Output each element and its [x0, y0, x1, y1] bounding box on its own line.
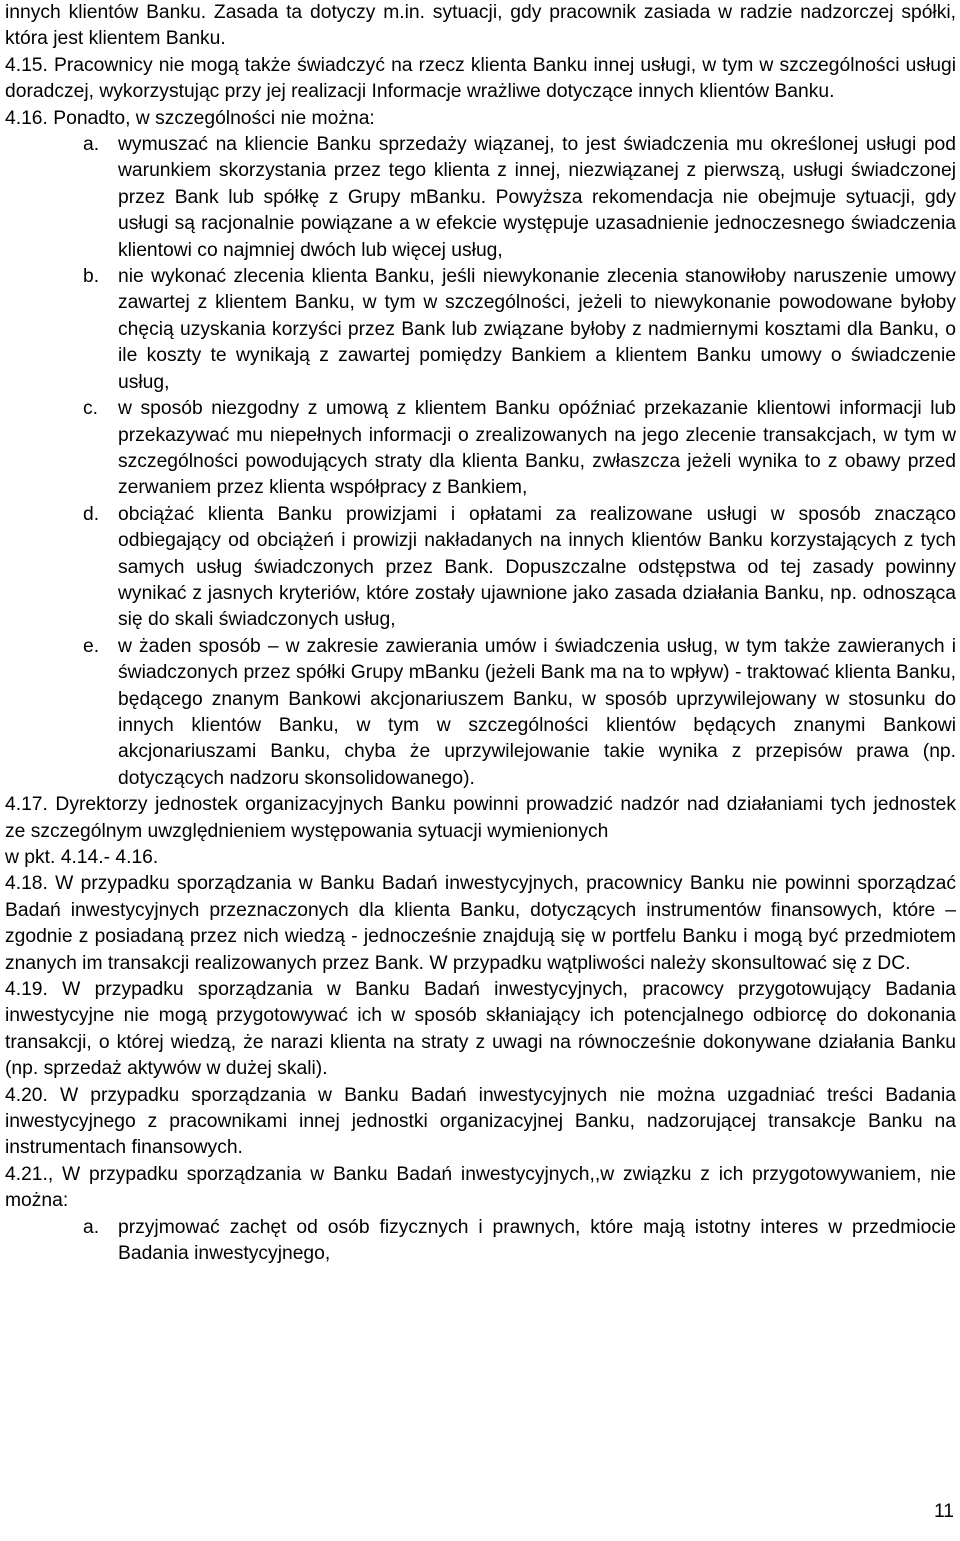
- paragraph-4-16: 4.16. Ponadto, w szczególności nie można:: [5, 107, 375, 129]
- paragraph-4-15: 4.15. Pracownicy nie mogą także świadczyć na rzecz klienta Banku innej usługi, w tym w szczególności usługi doradczej, wykorzystując przy jej realizacji Informacje wrażliwe dotyczące innych klientów Banku.: [5, 54, 956, 103]
- list-text-part2: gdy usługi są racjonalnie powiązane a w efekcie występuje uzasadnienie jednoczesnego świadczenia klientowi co najmniej dwóch lub więcej usług,: [118, 186, 956, 261]
- list-item-4-16-c: [5, 396, 956, 502]
- paragraph-continuation: innych klientów Banku. Zasada ta dotyczy m.in. sytuacji, gdy pracownik zasiada w radzie nadzorczej spółki, która jest klientem Banku.: [5, 2, 956, 50]
- list-text-part1: wymuszać na kliencie Banku sprzedaży wiązanej, to jest świadczenia mu określonej usługi pod warunkiem skorzystania przez tego klienta z innej, niezwiązanej z pierwszą, usługi świadczonej przez Bank lub spółkę z Grupy mBanku. Powyższa rekomendacja nie obejmuje sytuacji: [118, 134, 956, 208]
- list-text: przyjmować zachęt od osób fizycznych i prawnych, które mają istotny interes w przedmiocie Badania inwestycyjnego,: [118, 1216, 956, 1265]
- list-letter: e.: [83, 635, 100, 657]
- list-item-4-16-d: [5, 502, 956, 634]
- list-letter: a.: [83, 1216, 100, 1238]
- list-text: nie wykonać zlecenia klienta Banku, jeśli niewykonanie zlecenia stanowiłoby naruszenie umowy zawartej z klientem Banku, w tym w szczególności, jeżeli to niewykonanie powodowane byłoby chęcią uzyskania korzyści przez Bank lub związane byłoby z nadmiernymi kosztami dla Banku, o ile koszty te wynikają z zawartej pomiędzy Bankiem a klientem Banku umowy o świadczenie usług,: [118, 266, 956, 393]
- paragraph-4-21: 4.21., W przypadku sporządzania w Banku Badań inwestycyjnych,,w związku z ich przygotowywaniem, nie można:: [5, 1163, 956, 1212]
- paragraph-4-17-ref: w pkt. 4.14.- 4.16.: [5, 847, 159, 868]
- page-number: 11: [933, 1501, 954, 1522]
- list-text: w żaden sposób – w zakresie zawierania umów i świadczenia usług, w tym także zawieranych i świadczonych przez spółki Grupy mBanku (jeżeli Bank ma na to wpływ) - traktować klienta Banku, będącego znanym Bankowi akcjonariuszem Banku, w sposób uprzywilejowany w stosunku do innych klientów Banku, w tym w szczególności klientów będących znanymi Bankowi akcjonariuszami Banku, chyba że uprzywilejowanie takie wynika z przepisów prawa (np. dotyczących nadzoru skonsolidowanego).: [118, 635, 956, 789]
- list-text: obciążać klienta Banku prowizjami i opłatami za realizowane usługi w sposób znacząco odbiegający od obciążeń i prowizji nakładanych na innych klientów Banku korzystających z tych samych usług świadczonych przez Bank. Dopuszczalne odstępstwa od tej zasady powinny wynikać z jasnych kryteriów, które zostały ujawnione jako zasada działania Banku, np. odnosząca się do skali świadczonych usług,: [118, 503, 956, 631]
- tracked-change-marker: ,: [910, 186, 916, 208]
- list-letter: a.: [83, 134, 100, 156]
- paragraph-4-20: 4.20. W przypadku sporządzania w Banku Badań inwestycyjnych nie można uzgadniać treści Badania inwestycyjnego z pracownikami innej jednostki organizacyjnej Banku, nadzorującej transakcje Banku na instrumentach finansowych.: [5, 1084, 956, 1159]
- paragraph-4-17: 4.17. Dyrektorzy jednostek organizacyjnych Banku powinni prowadzić nadzór nad działaniami tych jednostek ze szczególnym uwzględnieniem występowania sytuacji wymienionych: [5, 794, 956, 842]
- list-item-4-16-b: [5, 264, 956, 396]
- list-item-4-16-a: [5, 132, 956, 264]
- paragraph-4-18: 4.18. W przypadku sporządzania w Banku Badań inwestycyjnych, pracownicy Banku nie powinni sporządzać Badań inwestycyjnych przeznaczonych dla klienta Banku, dotyczących instrumentów finansowych, które – zgodnie z posiadaną przez nich wiedzą - jednocześnie znajdują się w portfelu Banku i mogą być przedmiotem znanych im transakcji realizowanych przez Bank. W przypadku wątpliwości należy skonsultować się z DC.: [5, 873, 956, 974]
- list-letter: b.: [83, 266, 100, 288]
- list-item-4-21-a: [5, 1215, 956, 1268]
- list-letter: c.: [83, 398, 98, 420]
- document-page: [5, 0, 956, 1268]
- paragraph-4-19: 4.19. W przypadku sporządzania w Banku Badań inwestycyjnych, pracowcy przygotowujący Badania inwestycyjne nie mogą przygotowywać ich w sposób skłaniający ich potencjalnego odbiorcę do dokonania transakcji, o której wiedzą, że narazi klienta na straty z uwagi na równocześnie dokonywane działania Banku (np. sprzedaż aktywów w dużej skali).: [5, 979, 956, 1080]
- list-item-4-16-e: [5, 634, 956, 792]
- list-text: w sposób niezgodny z umową z klientem Banku opóźniać przekazanie klientowi informacji lub przekazywać mu niepełnych informacji o zrealizowanych na jego zlecenie transakcjach, w tym w szczególności powodujących straty dla klienta Banku, zwłaszcza jeżeli wynika to z obawy przed zerwaniem przez klienta współpracy z Bankiem,: [118, 398, 956, 499]
- list-letter: d.: [83, 503, 100, 525]
